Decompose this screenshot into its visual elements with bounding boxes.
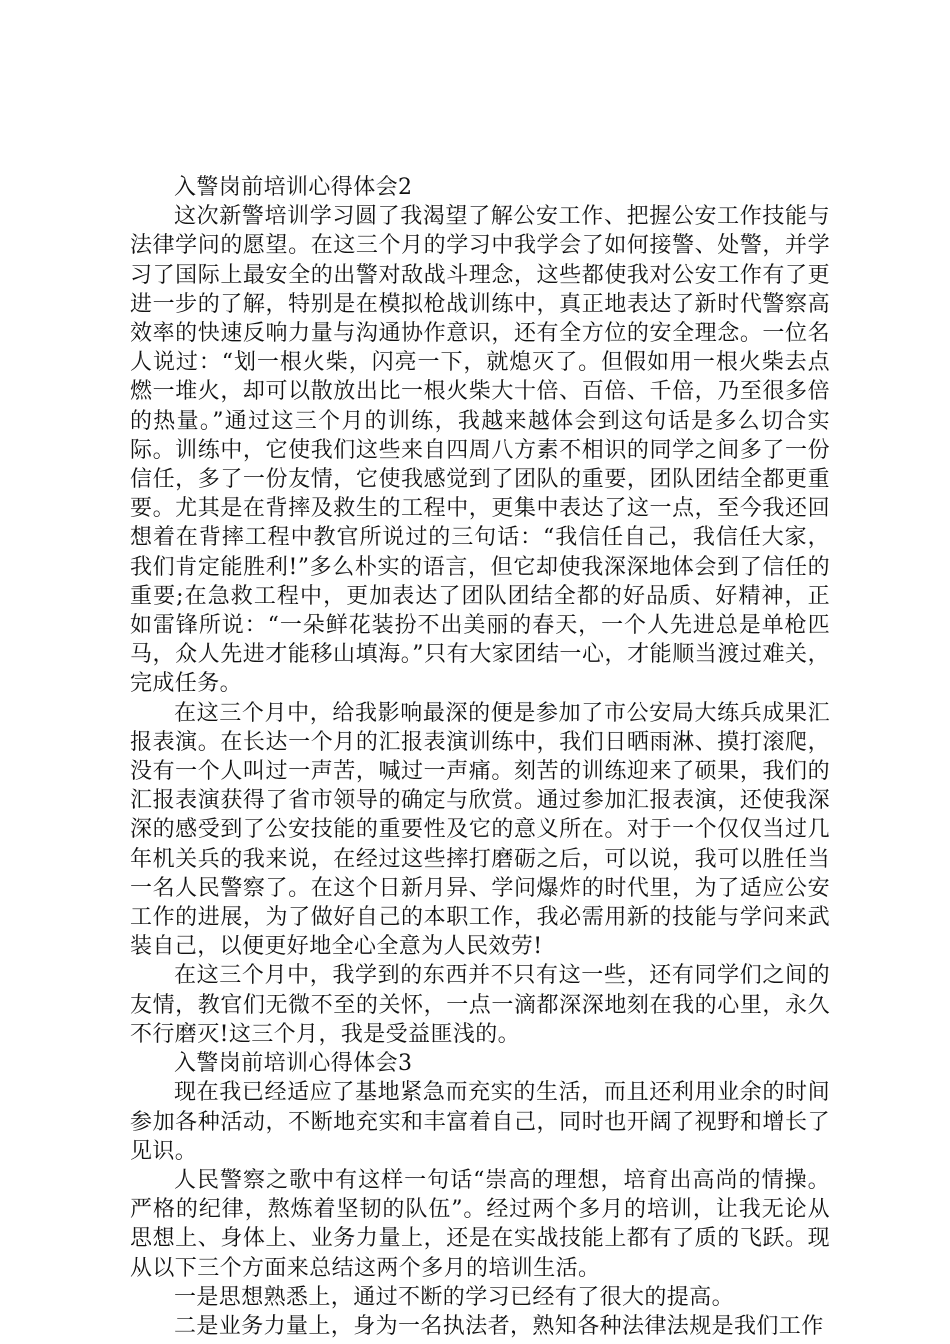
- paragraph: 人民警察之歌中有这样一句话“崇高的理想，培育出高尚的情操。严格的纪律，熬炼着坚韧的队伍”。经过两个多月的培训，让我无论从思想上、身体上、业务力量上，还是在实战技能上都有了质的飞跃。现从以下三个方面来总结这两个多月的培训生活。: [130, 1167, 830, 1281]
- document-body: [130, 173, 830, 1341]
- paragraph: 现在我已经适应了基地紧急而充实的生活，而且还利用业余的时间参加各种活动，不断地充实和丰富着自己，同时也开阔了视野和增长了见识。: [130, 1080, 830, 1164]
- section-heading-3: 入警岗前培训心得体会3: [174, 1051, 413, 1077]
- section-heading-2: 入警岗前培训心得体会2: [174, 175, 413, 200]
- paragraph: 这次新警培训学习圆了我渴望了解公安工作、把握公安工作技能与法律学问的愿望。在这三个月的学习中我学会了如何接警、处警，并学习了国际上最安全的出警对敌战斗理念，这些都使我对公安工作有了更进一步的了解，特别是在模拟枪战训练中，真正地表达了新时代警察高效率的快速反响力量与沟通协作意识，还有全方位的安全理念。一位名人说过：“划一根火柴，闪亮一下，就熄灭了。但假如用一根火柴去点燃一堆火，却可以散放出比一根火柴大十倍、百倍、千倍，乃至很多倍的热量。”通过这三个月的训练，我越来越体会到这句话是多么切合实际。训练中，它使我们这些来自四周八方素不相识的同学之间多了一份信任，多了一份友情，它使我感觉到了团队的重要，团队团结全都更重要。尤其是在背摔及救生的工程中，更集中表达了这一点，至今我还回想着在背摔工程中教官所说过的三句话：“我信任自己，我信任大家，我们肯定能胜利!”多么朴实的语言，但它却使我深深地体会到了信任的重要;在急救工程中，更加表达了团队团结全都的好品质、好精神，正如雷锋所说：“一朵鲜花装扮不出美丽的春天，一个人先进总是单枪匹马，众人先进才能移山填海。”只有大家团结一心，才能顺当渡过难关，完成任务。: [130, 204, 830, 697]
- paragraph: 在这三个月中，我学到的东西并不只有这一些，还有同学们之间的友情，教官们无微不至的关怀，一点一滴都深深地刻在我的心里，永久不行磨灭!这三个月，我是受益匪浅的。: [130, 963, 830, 1047]
- paragraph: 二是业务力量上，身为一名执法者，熟知各种法律法规是我们工作: [174, 1313, 824, 1339]
- paragraph: 一是思想熟悉上，通过不断的学习已经有了很大的提高。: [174, 1284, 735, 1310]
- paragraph: 在这三个月中，给我影响最深的便是参加了市公安局大练兵成果汇报表演。在长达一个月的汇报表演训练中，我们日晒雨淋、摸打滚爬，没有一个人叫过一声苦，喊过一声痛。刻苦的训练迎来了硕果，我们的汇报表演获得了省市领导的确定与欣赏。通过参加汇报表演，还使我深深的感受到了公安技能的重要性及它的意义所在。对于一个仅仅当过几年机关兵的我来说，在经过这些摔打磨砺之后，可以说，我可以胜任当一名人民警察了。在这个日新月异、学问爆炸的时代里，为了适应公安工作的进展，为了做好自己的本职工作，我必需用新的技能与学问来武装自己，以便更好地全心全意为人民效劳!: [130, 700, 830, 960]
